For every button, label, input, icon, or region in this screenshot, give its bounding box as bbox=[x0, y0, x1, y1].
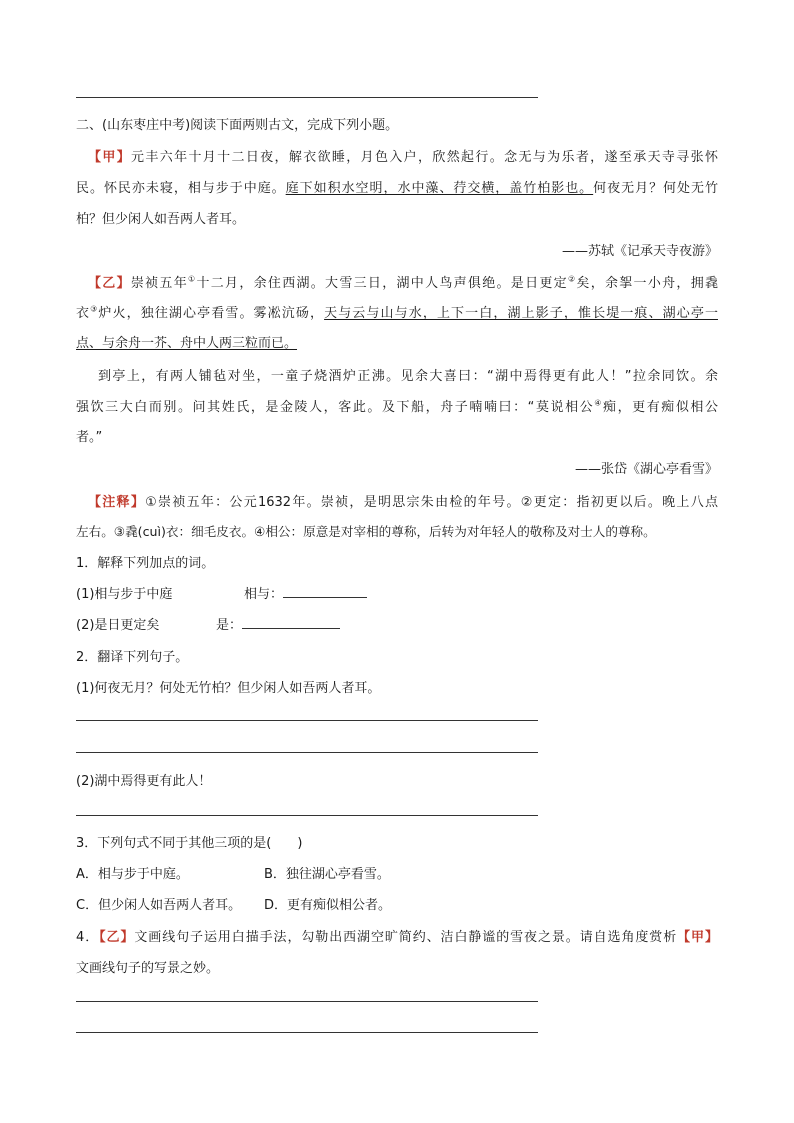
yi-para2-line-2: 强饮三大白而别。问其姓氏，是金陵人，客此。及下船，舟子喃喃曰：“莫说相公④痴，更有痴似相公 bbox=[76, 398, 718, 415]
yi-para2-line-3: 者。” bbox=[76, 430, 103, 445]
q4-tag-jia: 【甲】 bbox=[677, 930, 718, 945]
q2-item-2: (2)湖中焉得更有此人！ bbox=[76, 774, 212, 789]
q3-option-c[interactable]: C．但少闲人如吾两人者耳。 bbox=[76, 898, 242, 913]
q2-answer-line-2[interactable] bbox=[76, 752, 538, 753]
jia-line-2: 民。怀民亦未寝，相与步于中庭。庭下如积水空明，水中藻、荇交横，盖竹柏影也。何夜无月？何处无竹 bbox=[76, 181, 718, 196]
yi-underlined-sentence-2: 点、与余舟一芥、舟中人两三粒而已。 bbox=[76, 336, 298, 351]
yi-line-3 bbox=[76, 332, 297, 351]
q1-item-2-answer: 是： bbox=[216, 614, 340, 633]
yi-tag: 【乙】 bbox=[88, 276, 131, 291]
q1-item-1-answer: 相与： bbox=[244, 583, 367, 602]
yi-para2-line-1: 到亭上，有两人铺毡对坐，一童子烧酒炉正沸。见余大喜曰：“湖中焉得更有此人！”拉余同饮。余 bbox=[98, 369, 718, 384]
yi-line-2: 衣③炉火，独往湖心亭看雪。雾凇沆砀，天与云与山与水，上下一白，湖上影子，惟长堤一痕、湖心亭一 bbox=[76, 304, 718, 321]
note-marker-1: ① bbox=[188, 274, 197, 284]
q1-title: 1．解释下列加点的词。 bbox=[76, 556, 215, 571]
yi-underlined-sentence-1: 天与云与山与水，上下一白，湖上影子，惟长堤一痕、湖心亭一 bbox=[324, 306, 718, 321]
q2-title: 2．翻译下列句子。 bbox=[76, 650, 189, 665]
q4-answer-line-1[interactable] bbox=[76, 1001, 538, 1002]
q2-answer-line-1[interactable] bbox=[76, 720, 538, 721]
q2-answer-line-3[interactable] bbox=[76, 815, 538, 816]
q1-item-2: (2)是日更定矣 bbox=[76, 618, 160, 633]
jia-underlined-sentence: 庭下如积水空明，水中藻、荇交横，盖竹柏影也。 bbox=[285, 181, 594, 196]
notes-line-2: 左右。③毳(cuì)衣：细毛皮衣。④相公：原意是对宰相的尊称，后转为对年轻人的敬称及对士人的尊称。 bbox=[76, 524, 656, 539]
note-marker-4: ④ bbox=[594, 398, 603, 408]
q3-option-a[interactable]: A．相与步于中庭。 bbox=[76, 867, 189, 882]
top-divider bbox=[76, 97, 538, 98]
q1-answer-blank-1[interactable] bbox=[283, 585, 367, 598]
jia-source: ——苏轼《记承天寺夜游》 bbox=[561, 244, 718, 259]
note-marker-2: ② bbox=[567, 274, 577, 284]
note-marker-3: ③ bbox=[90, 304, 99, 314]
q1-answer-blank-2[interactable] bbox=[242, 616, 340, 629]
jia-tag: 【甲】 bbox=[88, 150, 132, 165]
jia-line-3: 柏？但少闲人如吾两人者耳。 bbox=[76, 212, 246, 227]
section-title: 二、(山东枣庄中考)阅读下面两则古文，完成下列小题。 bbox=[76, 118, 399, 133]
jia-line-1: 【甲】元丰六年十月十二日夜，解衣欲睡，月色入户，欣然起行。念无与为乐者，遂至承天寺寻张怀 bbox=[88, 150, 718, 165]
q4-line-2: 文画线句子的写景之妙。 bbox=[76, 961, 220, 976]
q4-answer-line-2[interactable] bbox=[76, 1032, 538, 1033]
q3-title: 3．下列句式不同于其他三项的是( ) bbox=[76, 836, 303, 851]
notes-tag: 【注释】 bbox=[88, 495, 146, 510]
q2-item-1: (1)何夜无月？何处无竹柏？但少闲人如吾两人者耳。 bbox=[76, 681, 381, 696]
yi-line-1: 【乙】崇祯五年①十二月，余住西湖。大雪三日，湖中人鸟声俱绝。是日更定②矣，余挐一小舟，拥毳 bbox=[88, 274, 718, 291]
q3-option-b[interactable]: B．独往湖心亭看雪。 bbox=[264, 867, 390, 882]
notes-line-1: 【注释】①崇祯五年：公元1632年。崇祯，是明思宗朱由检的年号。②更定：指初更以后。晚上八点 bbox=[88, 495, 718, 510]
q4-tag-yi: 【乙】 bbox=[99, 930, 135, 945]
yi-source: ——张岱《湖心亭看雪》 bbox=[574, 462, 718, 477]
q3-option-d[interactable]: D．更有痴似相公者。 bbox=[264, 898, 392, 913]
q4-line-1: 4．【乙】文画线句子运用白描手法，勾勒出西湖空旷简约、洁白静谧的雪夜之景。请自选角度赏析【甲】 bbox=[76, 930, 718, 945]
q1-item-1: (1)相与步于中庭 bbox=[76, 587, 173, 602]
